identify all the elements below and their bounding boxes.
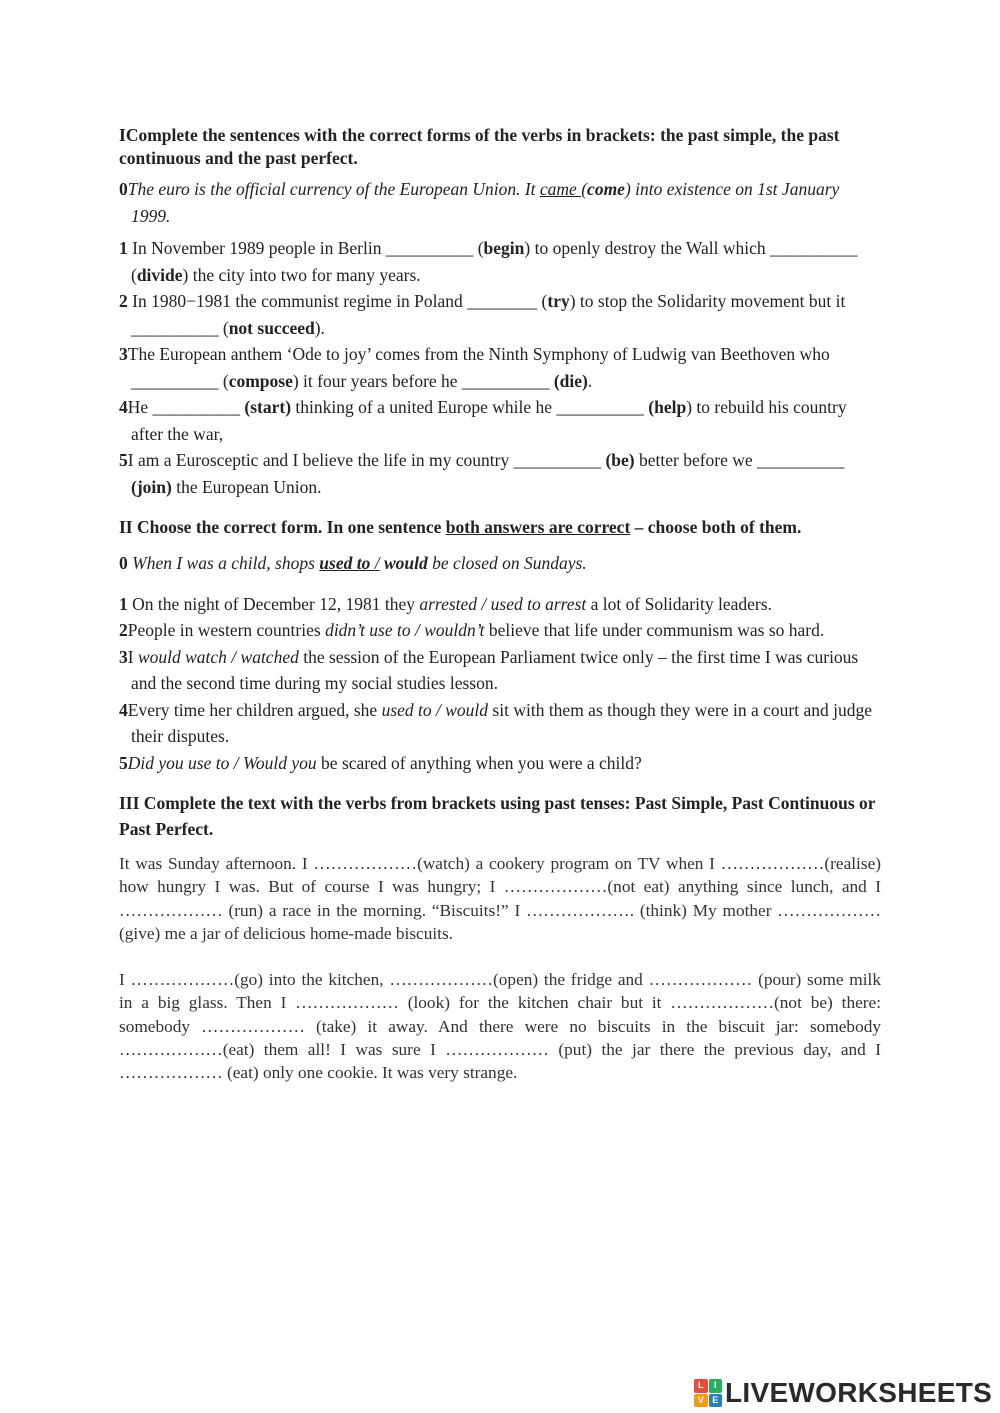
question-number: 2	[119, 620, 128, 640]
question-number: 1	[119, 238, 128, 258]
section1-question-4	[119, 394, 881, 447]
section2-question-2	[119, 617, 881, 644]
question-text-part: better before we __________	[634, 450, 845, 470]
question-number: 0	[119, 179, 128, 199]
question-text-part: used to	[319, 553, 375, 573]
question-text-part: came	[539, 179, 582, 199]
question-text-part: the session of the European Parliament twice only – the first time I was curious and the second time during my social studies lesson.	[131, 646, 859, 693]
question-text-part: compose	[228, 370, 293, 391]
logo-mark-tile: E	[709, 1394, 723, 1408]
question-text-part: the European Union.	[171, 476, 322, 497]
question-text-part: (join)	[131, 476, 172, 497]
section3-heading: III Complete the text with the verbs from brackets using past tenses: Past Simple, Past Continuous or Past Perfect.	[119, 793, 876, 839]
section2-questions	[119, 591, 881, 777]
question-number: 5	[119, 752, 128, 773]
question-number: 3	[119, 344, 128, 364]
section2-question-4	[119, 697, 881, 750]
section1-question-0	[119, 176, 881, 229]
question-number: 3	[119, 646, 128, 667]
section2-question-3	[119, 644, 881, 697]
section1-question-1	[119, 235, 881, 288]
question-text-part: ) to rebuild his country after the war,	[131, 397, 847, 444]
logo-mark-tile: L	[694, 1379, 708, 1393]
logo-mark-tile: V	[694, 1394, 708, 1408]
section2-heading-a: II Choose the correct form. In one sentence	[119, 517, 446, 537]
question-text-part: begin	[483, 238, 525, 258]
question-text-part: (start)	[244, 397, 292, 417]
question-text-part: In 1980−1981 the communist regime in Poland ________ (	[127, 291, 548, 311]
section1-questions	[119, 176, 881, 500]
question-text-part: be closed on Sundays.	[427, 553, 587, 573]
question-number: 1	[119, 593, 128, 614]
question-number: 5	[119, 450, 128, 470]
logo-text: LIVEWORKSHEETS	[725, 1377, 993, 1408]
question-text-part: be scared of anything when you were a child?	[316, 752, 642, 773]
section3-paragraph-1: It was Sunday afternoon. I ………………(watch) a cookery program on TV when I ………………(realise) how hungry I was. But of course I was hungry; I ………………(not eat) anything since lunch, and I ……………… (run) a race in the morning. “Biscuits!” I ………………. (think) My mother ………………(give) me a jar of delicious home-made biscuits.	[119, 854, 881, 943]
worksheet	[119, 124, 881, 1085]
question-text-part: ) it four years before he __________	[292, 370, 554, 391]
question-text-part: come	[587, 179, 625, 199]
section2-example-question-0	[119, 550, 881, 577]
question-text-part: (be)	[605, 450, 635, 470]
question-text-part: ) the city into two for many years.	[182, 264, 421, 285]
question-text-part: Did you use to / Would you	[127, 752, 317, 773]
question-text-part: Every time her children argued, she	[127, 699, 382, 720]
question-text-part: (help	[648, 397, 687, 417]
question-text-part: thinking of a united Europe while he __________	[291, 397, 649, 417]
question-text-part: not succeed	[228, 317, 315, 338]
question-text-part: didn’t use to / wouldn’t	[325, 620, 485, 640]
section2-example	[119, 550, 881, 577]
question-text-part: ) into existence on 1st January 1999.	[131, 179, 840, 226]
question-text-part: (die)	[553, 370, 588, 391]
question-text-part: (	[581, 179, 588, 199]
question-number: 0	[119, 553, 128, 573]
logo-mark-icon	[694, 1379, 722, 1407]
section2-question-5	[119, 750, 881, 777]
question-text-part: used to / would	[381, 699, 489, 720]
section1-question-2	[119, 288, 881, 341]
section2-heading-underlined: both answers are correct	[445, 517, 631, 537]
question-text-part: He __________	[127, 397, 245, 417]
question-text-part: In November 1989 people in Berlin __________ (	[127, 238, 484, 258]
question-text-part: would	[379, 553, 428, 573]
question-text-part: .	[587, 370, 593, 391]
question-text-part: a lot of Solidarity leaders.	[586, 593, 772, 614]
question-text-part: I	[127, 646, 138, 667]
question-text-part: ).	[314, 317, 325, 338]
question-text-part: The euro is the official currency of the European Union. It	[127, 179, 540, 199]
question-text-part: ) to openly destroy the Wall which __________ (	[131, 238, 858, 285]
section1-question-3	[119, 341, 881, 394]
question-number: 4	[119, 699, 128, 720]
section1-question-5	[119, 447, 881, 500]
section2-question-1	[119, 591, 881, 618]
question-text-part: When I was a child, shops	[127, 553, 320, 573]
liveworksheets-logo	[694, 1378, 992, 1408]
question-text-part: People in western countries	[127, 620, 326, 640]
question-text-part: arrested / used to arrest	[419, 593, 587, 614]
question-number: 4	[119, 397, 128, 417]
question-text-part: try	[547, 291, 570, 311]
question-text-part: I am a Eurosceptic and I believe the life in my country __________	[127, 450, 606, 470]
section3-paragraph-2: I ………………(go) into the kitchen, ………………(open) the fridge and ……………… (pour) some milk in a big glass. Then I ……………… (look) for the kitchen chair but it ………………(not be) there: somebody ……………… (take) it away. And there were no biscuits in the biscuit jar: somebody ………………(eat) them all! I was sure I ……………… (put) the jar there the previous day, and I ……………… (eat) only one cookie. It was very strange.	[119, 970, 881, 1083]
section1-heading-text: Complete the sentences with the correct forms of the verbs in brackets: the past simple, the past continuous and the past perfect.	[119, 125, 840, 168]
section2-heading-b: – choose both of them.	[630, 517, 802, 537]
section1-heading	[119, 124, 881, 170]
question-text-part: On the night of December 12, 1981 they	[127, 593, 420, 614]
question-number: 2	[119, 291, 128, 311]
question-text-part: divide	[136, 264, 183, 285]
section2-heading	[119, 514, 881, 540]
question-text-part: sit with them as though they were in a court and judge their disputes.	[131, 699, 872, 746]
question-text-part: would watch / watched	[137, 646, 299, 667]
question-text-part: ) to stop the Solidarity movement but it __________ (	[131, 291, 846, 338]
question-text-part: believe that life under communism was so hard.	[484, 620, 825, 640]
question-text-part: /	[374, 553, 380, 573]
section1-number: I	[119, 125, 126, 145]
question-text-part: The European anthem ‘Ode to joy’ comes from the Ninth Symphony of Ludwig van Beethoven who __________ (	[127, 344, 830, 391]
logo-mark-tile: I	[709, 1379, 723, 1393]
